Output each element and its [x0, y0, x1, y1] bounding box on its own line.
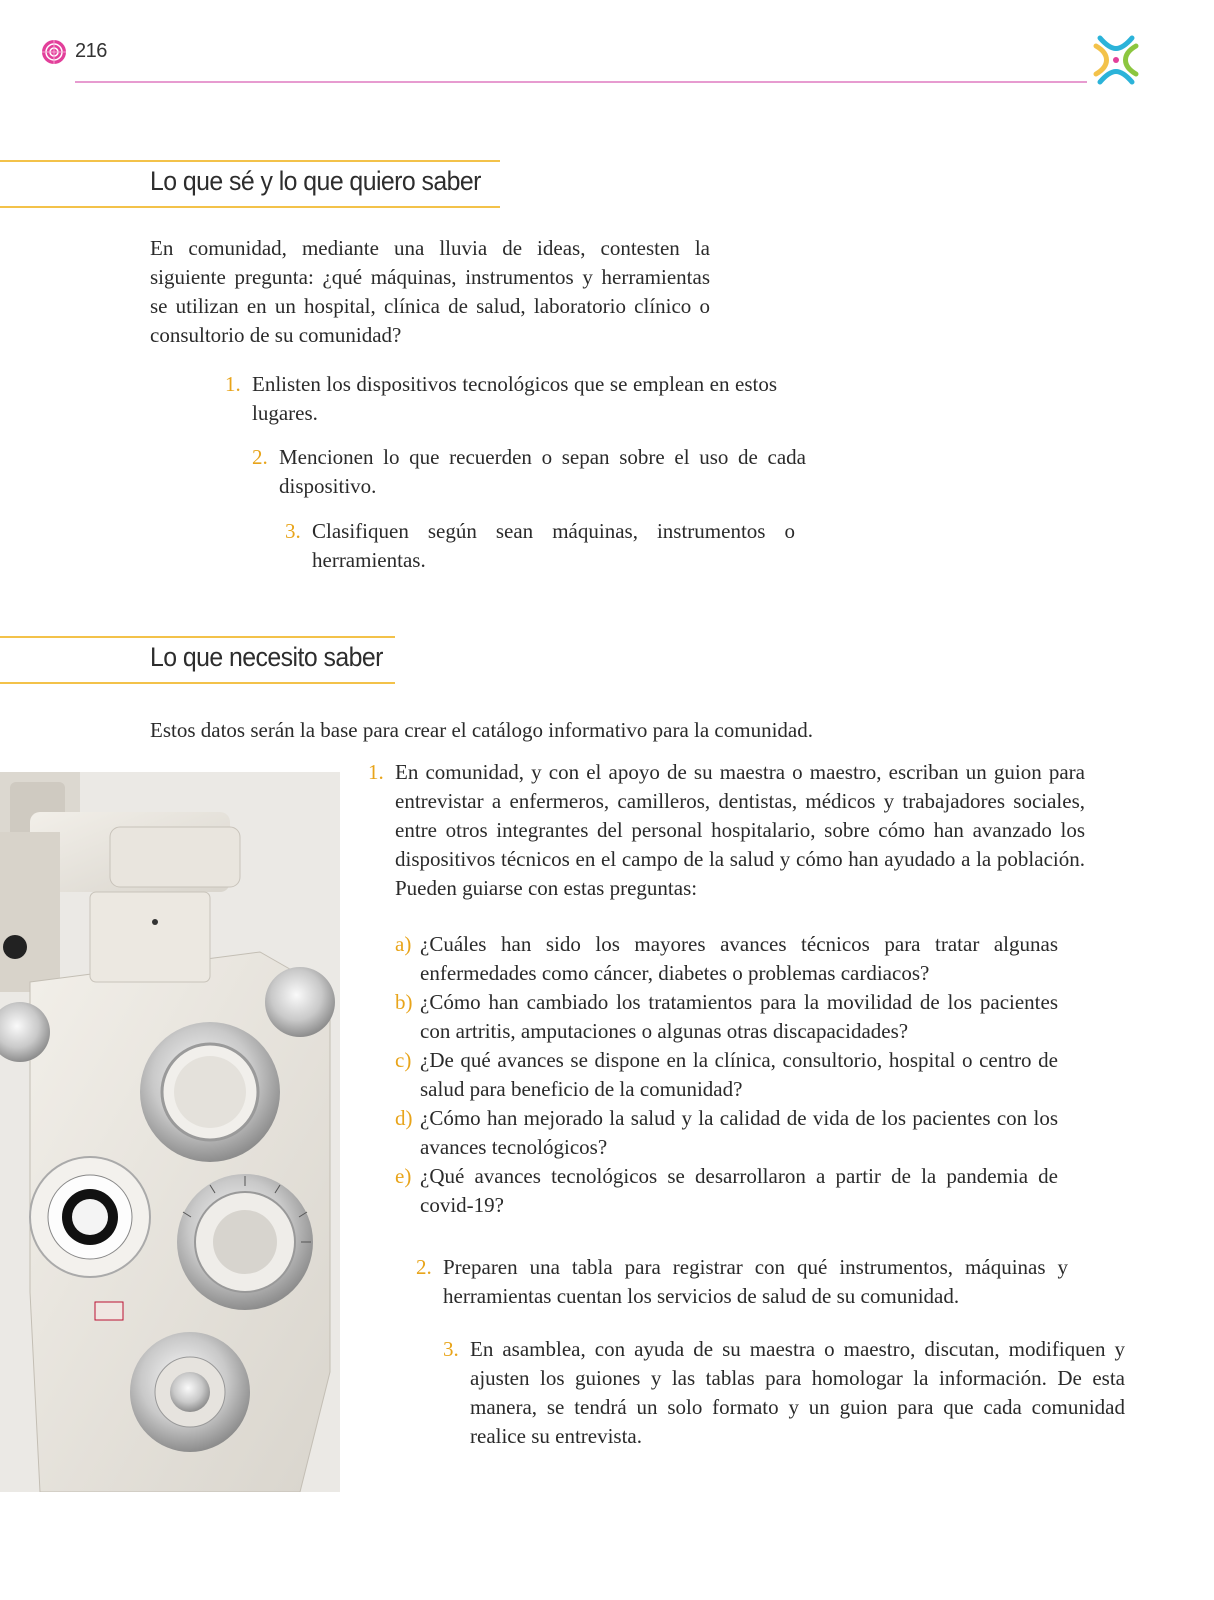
question-list — [395, 930, 1058, 1220]
intro-paragraph: En comunidad, mediante una lluvia de ideas, contesten la siguiente pregunta: ¿qué máquinas, instrumentos y herramientas se utilizan en un hospital, clínica de salud, laboratorio clínico o consultorio de su comunidad? — [150, 236, 710, 347]
item-text: Clasifiquen según sean máquinas, instrumentos o herramientas. — [312, 519, 795, 572]
colored-x-logo-icon — [1090, 32, 1142, 88]
list-item — [225, 370, 777, 428]
item-number: 3. — [443, 1337, 459, 1361]
list-item — [395, 1046, 1058, 1104]
list-item — [252, 443, 806, 501]
question-letter: b) — [395, 990, 413, 1014]
item-text: Preparen una tabla para registrar con qué instrumentos, máquinas y herramientas cuentan los servicios de salud de su comunidad. — [443, 1255, 1068, 1308]
section-bottom-rule — [0, 206, 500, 208]
section-title: Lo que sé y lo que quiero saber — [150, 166, 481, 196]
list-item — [395, 988, 1058, 1046]
item-number: 1. — [225, 372, 241, 396]
list-item — [395, 1104, 1058, 1162]
item-number: 3. — [285, 519, 301, 543]
item-text: En comunidad, y con el apoyo de su maestra o maestro, escriban un guion para entrevistar a enfermeros, camilleros, dentistas, médicos y trabajadores sociales, entre otros integrantes del personal hospitalario, sobre cómo han avanzado los dispositivos técnicos en el campo de la salud y cómo han ayudado a la población. Pueden guiarse con estas preguntas: — [395, 760, 1085, 900]
section-top-rule — [0, 160, 500, 162]
item-text: Mencionen lo que recuerden o sepan sobre el uso de cada dispositivo. — [279, 445, 806, 498]
section-title: Lo que necesito saber — [150, 642, 383, 672]
item-number: 1. — [368, 760, 384, 784]
question-text: ¿Cómo han cambiado los tratamientos para la movilidad de los pacientes con artritis, amputaciones o algunas otras discapacidades? — [420, 990, 1058, 1043]
list-item — [416, 1253, 1068, 1311]
question-text: ¿Cuáles han sido los mayores avances técnicos para tratar algunas enfermedades como cáncer, diabetes o problemas cardiacos? — [420, 932, 1058, 985]
page-number: 216 — [75, 40, 107, 62]
list-item — [368, 758, 1085, 903]
item-text: Enlisten los dispositivos tecnológicos que se emplean en estos lugares. — [252, 372, 777, 425]
list-item — [395, 930, 1058, 988]
section-bottom-rule — [0, 682, 395, 684]
list-item — [395, 1162, 1058, 1220]
question-letter: d) — [395, 1106, 413, 1130]
question-text: ¿Qué avances tecnológicos se desarrollaron a partir de la pandemia de covid-19? — [420, 1164, 1058, 1217]
question-text: ¿De qué avances se dispone en la clínica, consultorio, hospital o centro de salud para beneficio de la comunidad? — [420, 1048, 1058, 1101]
list-item — [443, 1335, 1125, 1451]
section-top-rule — [0, 636, 395, 638]
phoropter-photo — [0, 772, 340, 1492]
intro-paragraph: Estos datos serán la base para crear el catálogo informativo para la comunidad. — [150, 718, 813, 742]
item-number: 2. — [252, 445, 268, 469]
question-letter: e) — [395, 1164, 412, 1188]
question-text: ¿Cómo han mejorado la salud y la calidad de vida de los pacientes con los avances tecnológicos? — [420, 1106, 1058, 1159]
header-rule — [75, 81, 1087, 83]
question-letter: c) — [395, 1048, 412, 1072]
item-text: En asamblea, con ayuda de su maestra o maestro, discutan, modifiquen y ajusten los guiones y las tablas para homologar la información. De esta manera, se tendrá un solo formato y un guion para que cada comunidad realice su entrevista. — [470, 1337, 1125, 1448]
item-number: 2. — [416, 1255, 432, 1279]
list-item — [285, 517, 795, 575]
flower-glyph-icon — [40, 38, 68, 66]
question-letter: a) — [395, 932, 412, 956]
